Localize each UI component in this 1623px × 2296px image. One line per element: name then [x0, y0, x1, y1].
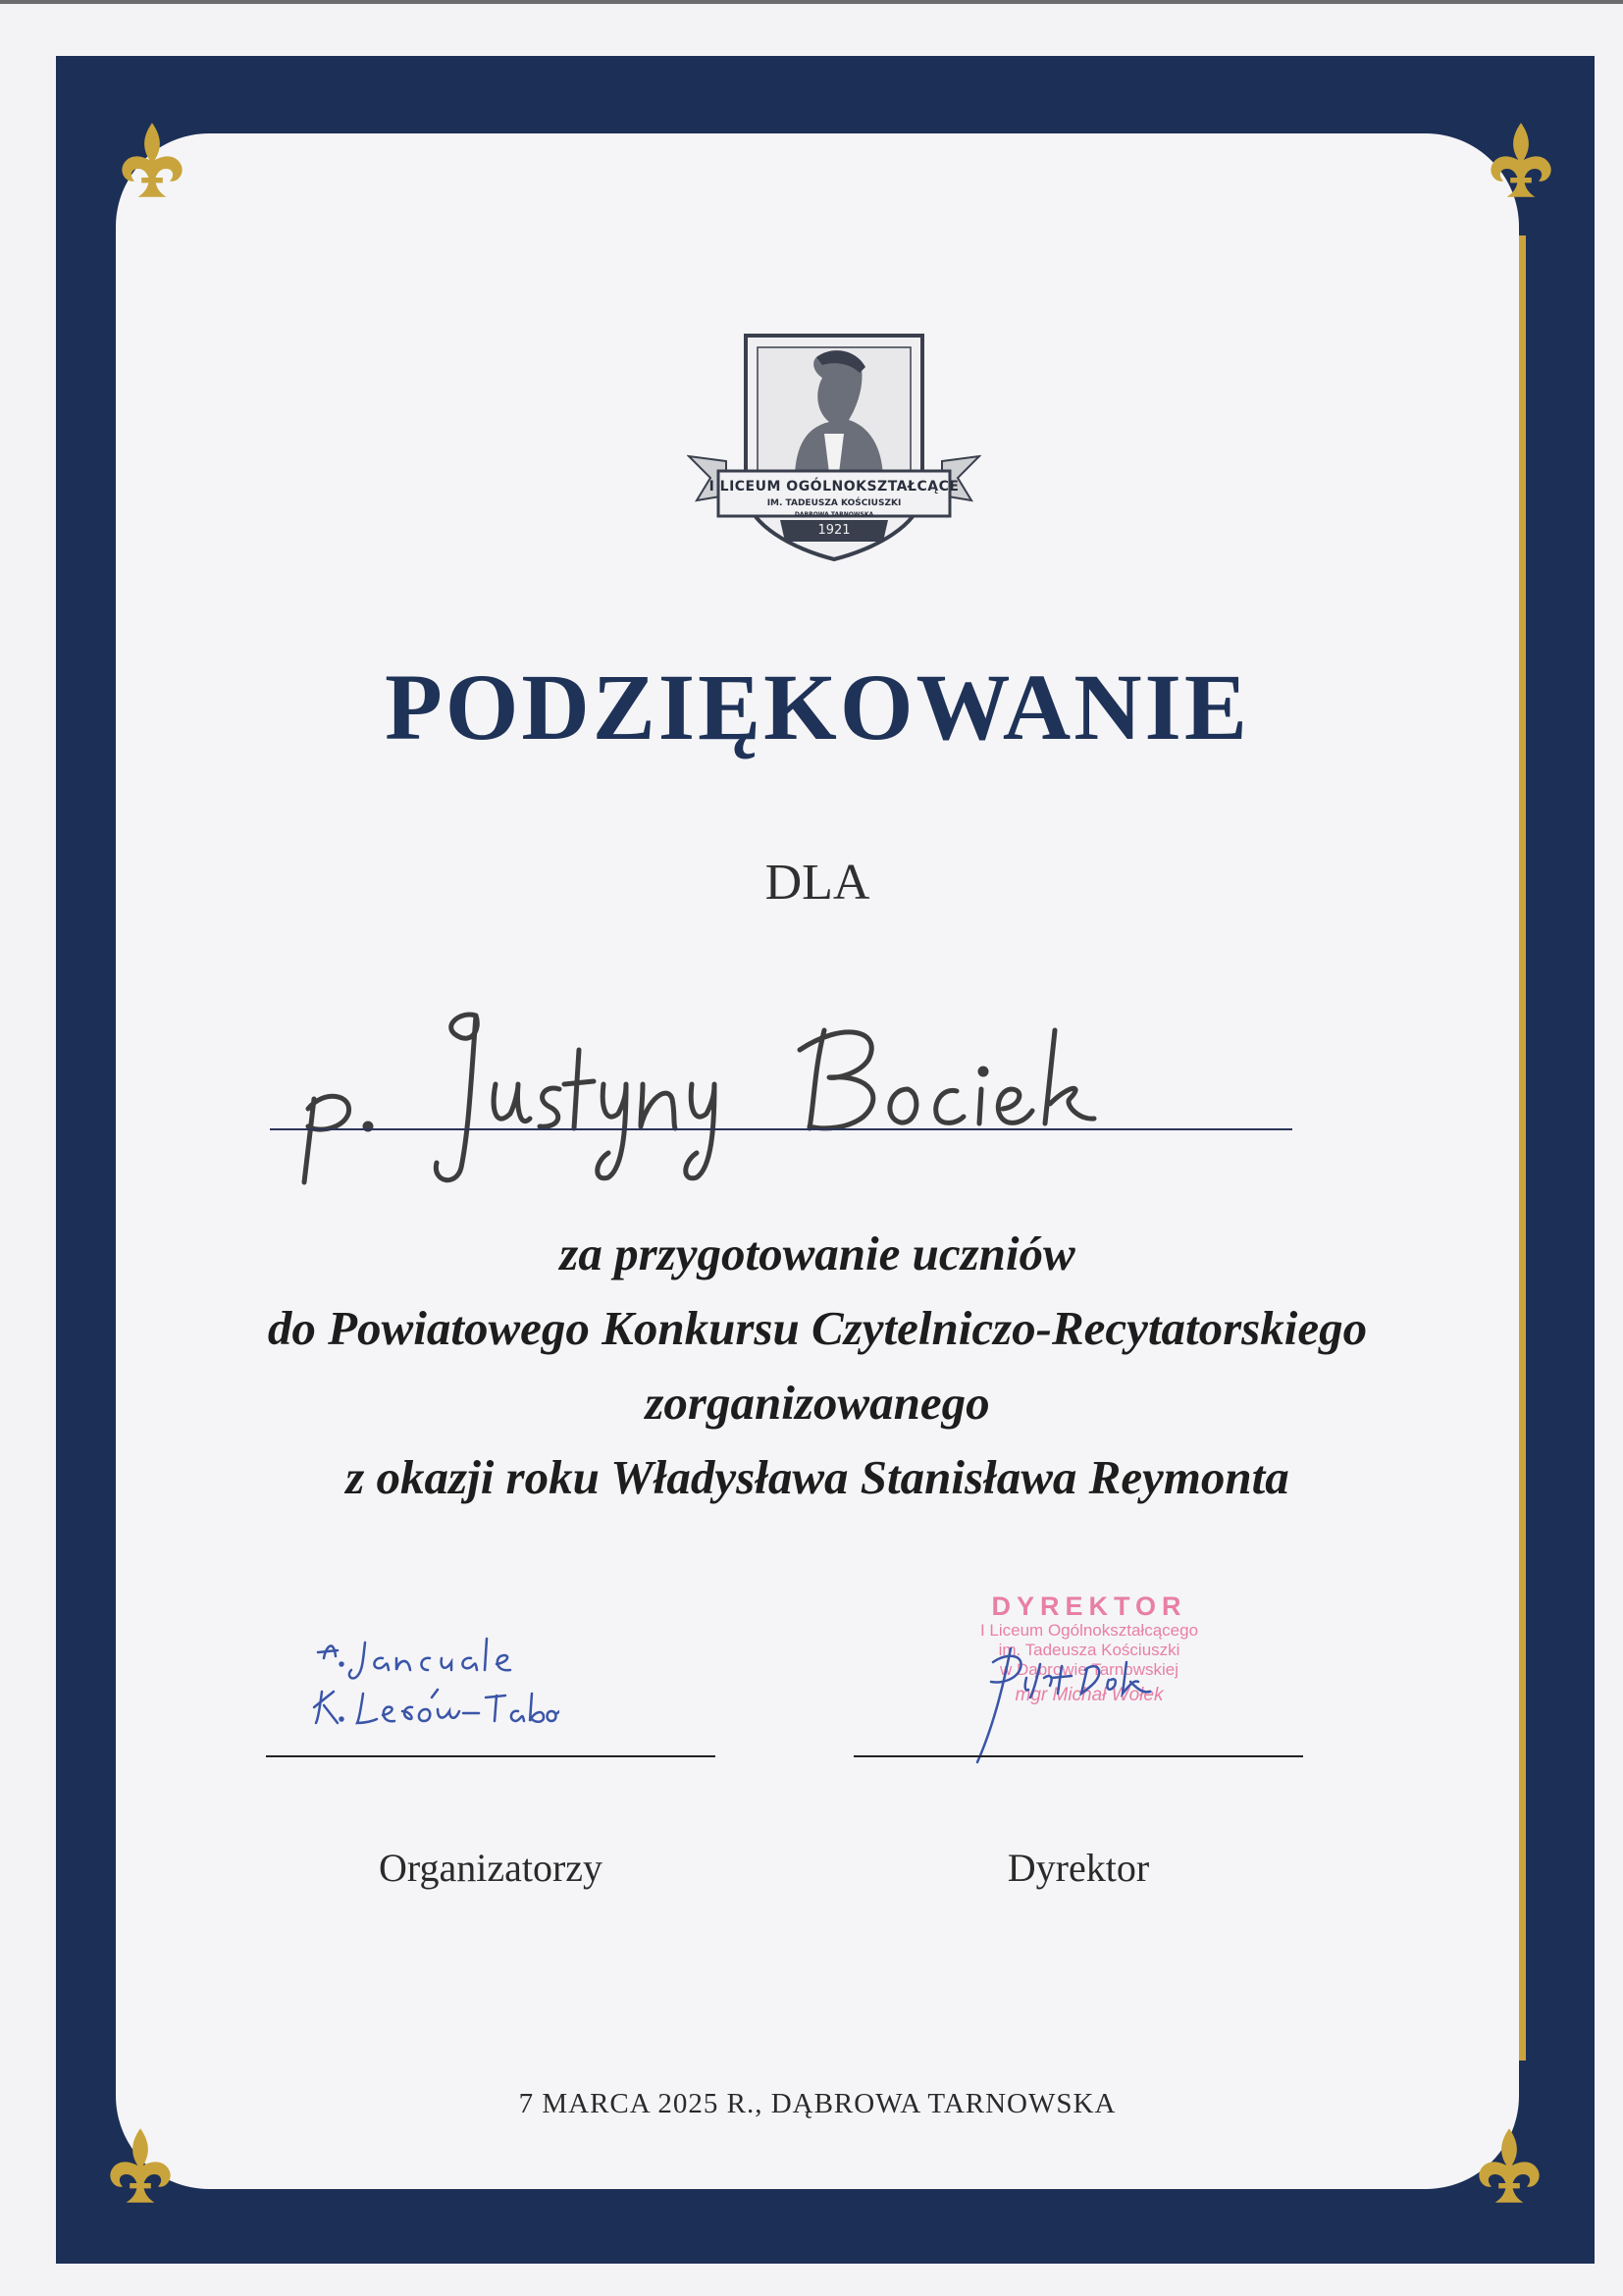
- date-place: 7 MARCA 2025 R., DĄBROWA TARNOWSKA: [518, 2088, 1117, 2119]
- school-logo: [687, 324, 981, 564]
- director-signature-line: [854, 1755, 1303, 1757]
- stamp-line: I Liceum Ogólnokształcącego: [979, 1621, 1199, 1640]
- stamp-director-name: mgr Michał Wołek: [1015, 1685, 1164, 1705]
- recipient-handwritten-name: [294, 991, 1178, 1187]
- scan-edge: [0, 0, 1623, 4]
- body-line: zorganizowanego: [645, 1376, 990, 1430]
- stamp-line: w Dąbrowie Tarnowskiej: [999, 1660, 1179, 1679]
- director-label: Dyrektor: [1007, 1846, 1150, 1890]
- stamp-title: DYREKTOR: [991, 1592, 1187, 1621]
- logo-school-name: I LICEUM OGÓLNOKSZTAŁCĄCE: [708, 479, 960, 495]
- certificate-title: PODZIĘKOWANIE: [385, 654, 1250, 759]
- director-signature: [942, 1639, 1236, 1766]
- certificate-body-text: [116, 1217, 1519, 1515]
- fleur-de-lis-icon: [1465, 2121, 1553, 2210]
- recipient-name-line: [270, 1128, 1292, 1130]
- logo-year: 1921: [817, 523, 851, 538]
- fleur-de-lis-icon: [96, 2121, 184, 2210]
- fleur-de-lis-icon: [108, 116, 196, 204]
- body-line: za przygotowanie uczniów: [559, 1226, 1075, 1280]
- organizers-signature: [304, 1629, 559, 1737]
- body-line: z okazji roku Władysława Stanisława Reymonta: [345, 1450, 1289, 1504]
- logo-patron: IM. TADEUSZA KOŚCIUSZKI: [766, 498, 902, 508]
- stamp-line: im. Tadeusza Kościuszki: [998, 1641, 1180, 1659]
- fleur-de-lis-icon: [1477, 116, 1565, 204]
- body-line: do Powiatowego Konkursu Czytelniczo-Recytatorskiego: [267, 1301, 1368, 1355]
- organizers-signature-line: [266, 1755, 715, 1757]
- logo-town: DĄBROWA TARNOWSKA: [794, 511, 874, 518]
- organizers-label: Organizatorzy: [378, 1846, 603, 1890]
- for-label: DLA: [764, 855, 870, 911]
